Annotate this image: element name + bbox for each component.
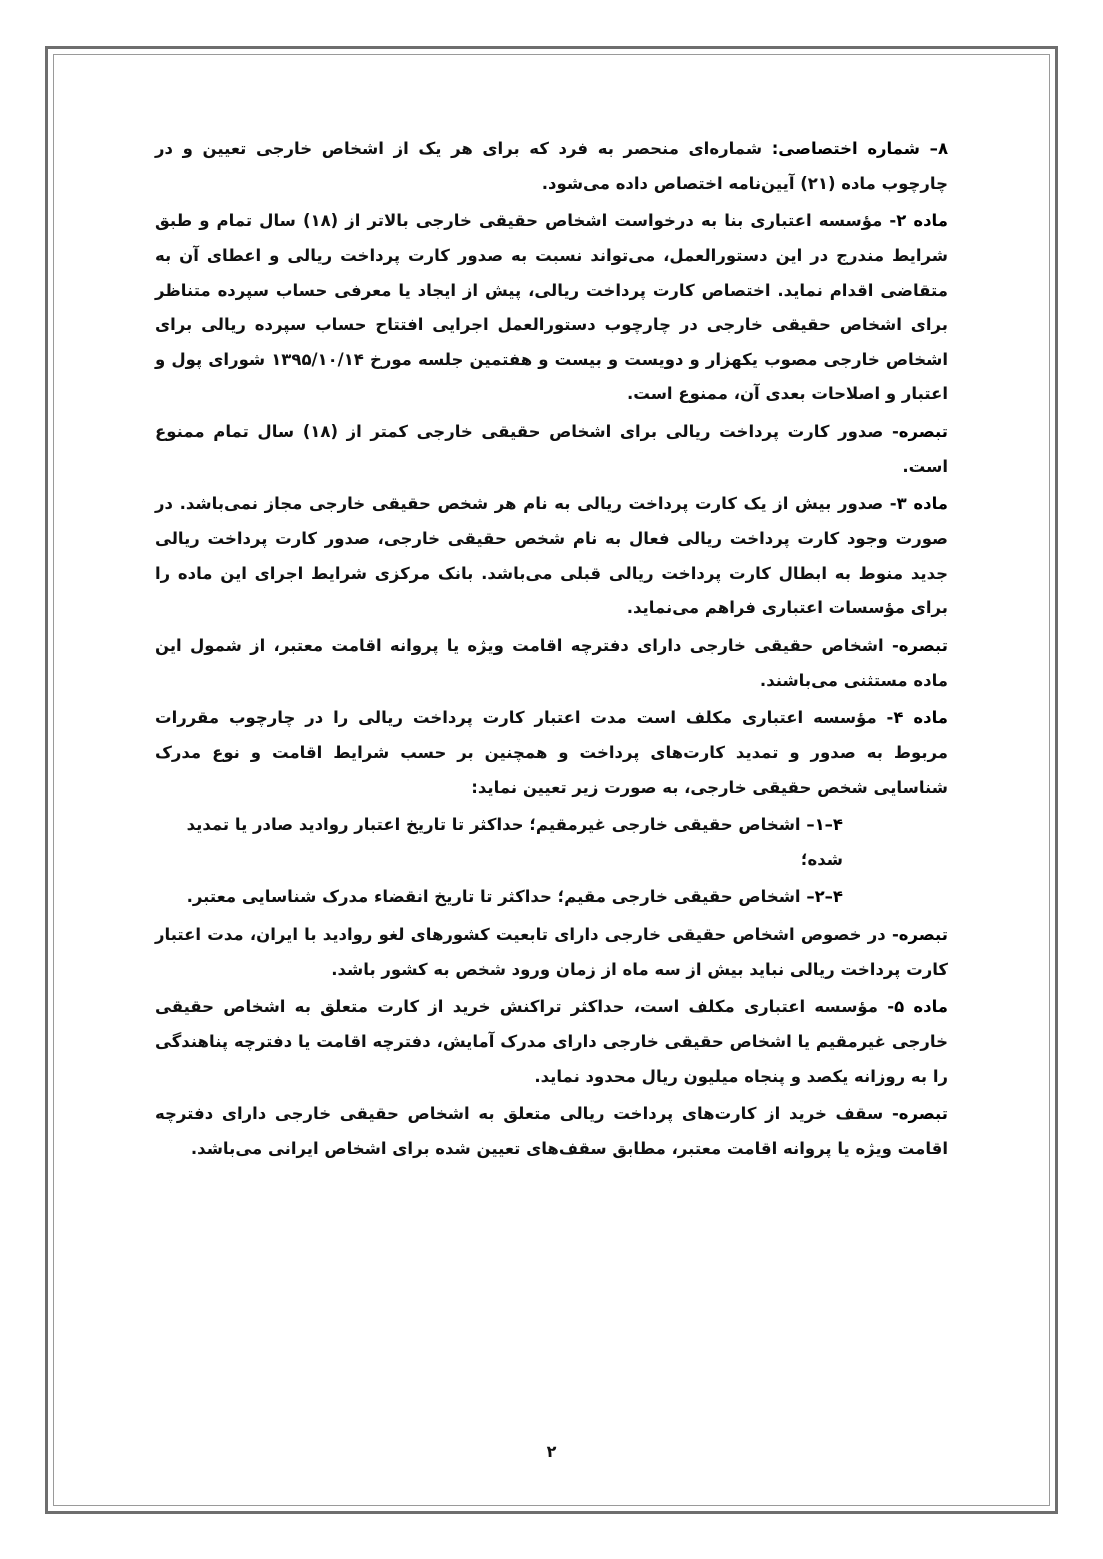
paragraph-lead: ۴–۲– [806,887,843,907]
paragraph-article-4 [155,701,948,805]
paragraph-lead: ماده ۴ [893,708,948,728]
paragraph-lead: ماده ۳ [896,494,948,514]
paragraph-lead: ۴–۱– [806,815,843,835]
paragraph-text: - اشخاص حقیقی خارجی دارای دفترچه اقامت ویژه یا پروانه اقامت معتبر، از شمول این ماده مستثنی می‌باشند. [155,635,948,690]
paragraph-article-5 [155,990,948,1094]
paragraph-clause-4-1 [155,808,948,877]
paragraph-text: - مؤسسه اعتباری مکلف است مدت اعتبار کارت پرداخت ریالی را در چارچوب مقررات مربوط به صدور و تمدید کارت‌های پرداخت و همچنین بر حسب شرایط اقامت و نوع مدرک شناسایی شخص حقیقی خارجی، به صورت زیر تعیین نماید: [155,708,948,797]
paragraph-text: - صدور کارت پرداخت ریالی برای اشخاص حقیقی خارجی کمتر از (۱۸) سال تمام ممنوع است. [155,422,948,476]
paragraph-clause-4-2 [155,880,948,915]
paragraph-text: - مؤسسه اعتباری بنا به درخواست اشخاص حقیقی خارجی بالاتر از (۱۸) سال تمام و طبق شرایط مندرج در این دستورالعمل، می‌تواند نسبت به صدور کارت پرداخت ریالی و اعطای آن به متقاضی اقدام نماید. اختصاص کارت پرداخت ریالی، پیش از ایجاد یا معرفی حساب سپرده متناظر برای اشخاص حقیقی خارجی در چارچوب دستورالعمل اجرایی افتتاح حساب سپرده ریالی برای اشخاص خارجی مصوب یکهزار و دویست و بیست و هفتمین جلسه مورخ ۱۳۹۵/۱۰/۱۴ شورای پول و اعتبار و اصلاحات بعدی آن، ممنوع است. [155,211,948,404]
paragraph-text: - مؤسسه اعتباری مکلف است، حداکثر تراکنش خرید از کارت متعلق به اشخاص حقیقی خارجی غیرمقیم یا اشخاص حقیقی خارجی دارای مدرک آمایش، دفترچه اقامت یا دفترچه پناهندگی را به روزانه یکصد و پنجاه میلیون ریال محدود نماید. [155,997,948,1086]
paragraph-text: - سقف خرید از کارت‌های پرداخت ریالی متعلق به اشخاص حقیقی خارجی دارای دفترچه اقامت ویژه یا پروانه اقامت معتبر، مطابق سقف‌های تعیین شده برای اشخاص ایرانی می‌باشد. [155,1104,948,1158]
paragraph-article-3 [155,487,948,626]
paragraph-text: - صدور بیش از یک کارت پرداخت ریالی به نام هر شخص حقیقی خارجی مجاز نمی‌باشد. در صورت وجود کارت پرداخت ریالی فعال به نام شخص حقیقی خارجی، صدور کارت پرداخت ریالی جدید منوط به ابطال کارت پرداخت ریالی قبلی می‌باشد. بانک مرکزی شرایط اجرای این ماده را برای مؤسسات اعتباری فراهم می‌نماید. [155,494,948,618]
paragraph-lead: تبصره [898,422,948,442]
paragraph-definition-8 [155,132,948,201]
paragraph-lead: تبصره [898,635,948,655]
paragraph-lead: تبصره [898,1104,948,1124]
paragraph-text: شماره‌ای منحصر به فرد که برای هر یک از اشخاص خارجی تعیین و در چارچوب ماده (۲۱) آیین‌نامه اختصاص داده می‌شود. [155,139,948,193]
document-body [155,132,948,1170]
paragraph-lead: ماده ۵ [894,997,948,1017]
paragraph-text: اشخاص حقیقی خارجی مقیم؛ حداکثر تا تاریخ انقضاء مدرک شناسایی معتبر. [186,887,807,907]
page-number: ۲ [546,1442,557,1461]
paragraph-text: اشخاص حقیقی خارجی غیرمقیم؛ حداکثر تا تاریخ اعتبار روادید صادر یا تمدید شده؛ [186,815,843,869]
paragraph-article-2 [155,204,948,412]
paragraph-note-article-4 [155,918,948,987]
paragraph-lead: ۸– شماره اختصاصی: [771,139,949,158]
paragraph-lead: ماده ۲ [896,211,948,231]
paragraph-note-article-5 [155,1097,948,1166]
paragraph-lead: تبصره [898,925,948,945]
paragraph-note-article-3 [155,629,948,698]
paragraph-note-article-2 [155,415,948,484]
paragraph-text: - در خصوص اشخاص حقیقی خارجی دارای تابعیت کشورهای لغو روادید با ایران، مدت اعتبار کارت پرداخت ریالی نباید بیش از سه ماه از زمان ورود شخص به کشور باشد. [155,925,948,979]
